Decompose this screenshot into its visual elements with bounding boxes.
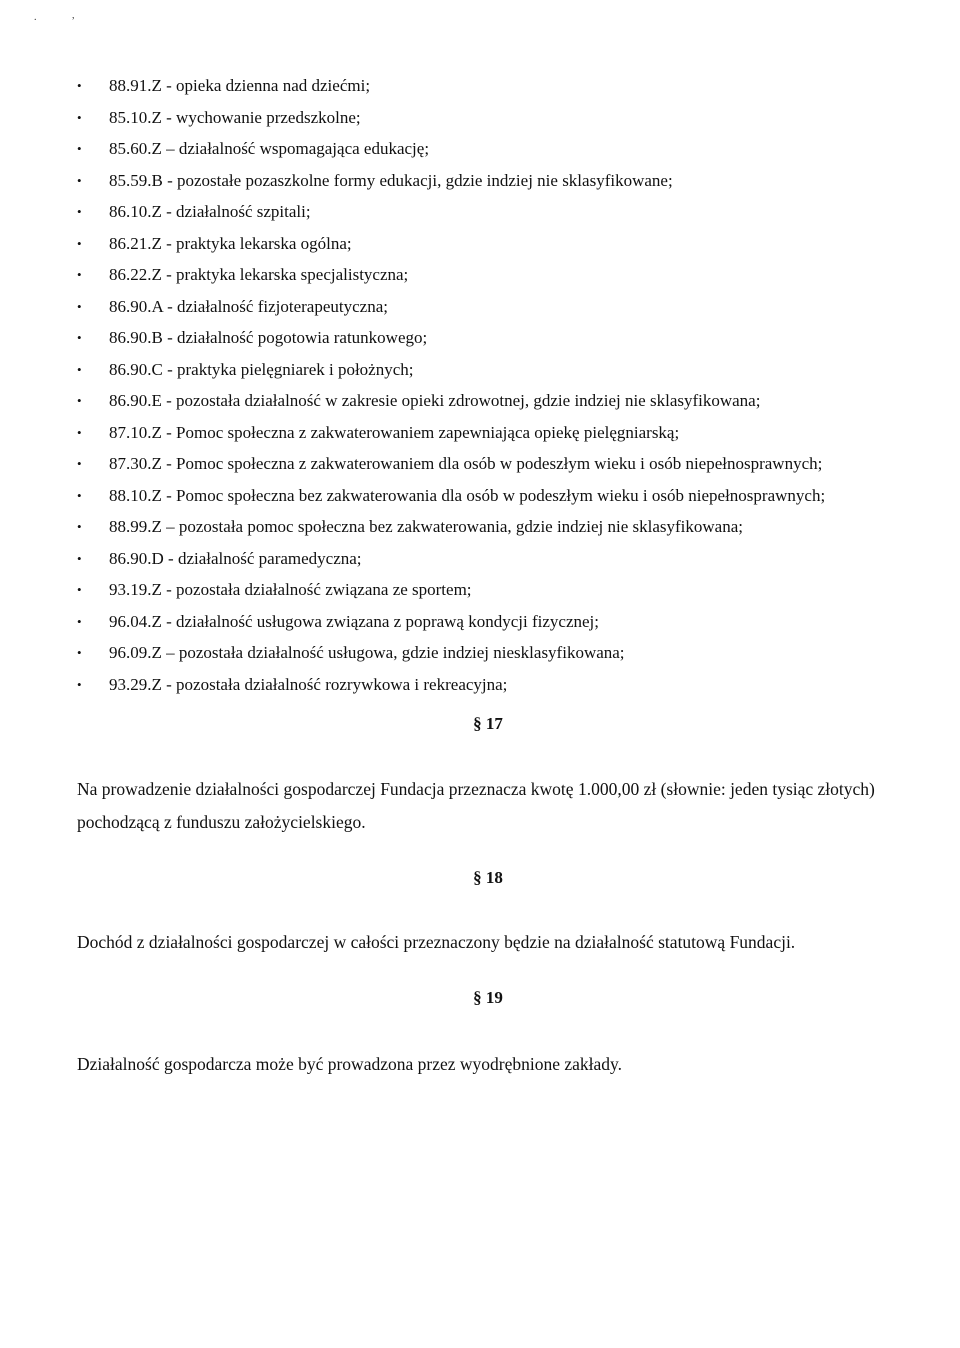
list-item-text: 86.90.E - pozostała działalność w zakresie opieki zdrowotnej, gdzie indziej nie sklasyfikowana; — [109, 391, 761, 410]
bullet: • — [77, 172, 82, 188]
bullet: • — [77, 424, 82, 440]
list-item — [0, 102, 960, 134]
bullet: • — [77, 456, 82, 471]
list-item-text: 88.99.Z – pozostała pomoc społeczna bez zakwaterowania, gdzie indziej nie sklasyfikowana; — [109, 517, 743, 536]
list-item-text: 85.10.Z - wychowanie przedszkolne; — [109, 107, 361, 127]
list-item-text: 86.90.D - działalność paramedyczna; — [109, 548, 362, 568]
list-item-text: 85.60.Z – działalność wspomagająca edukację; — [109, 139, 430, 158]
section-18-heading: § 18 — [473, 868, 503, 887]
list-item — [0, 543, 960, 575]
list-item-text: 93.19.Z - pozostała działalność związana ze sportem; — [109, 580, 472, 599]
list-item — [0, 448, 960, 480]
section-18-paragraph: Dochód z działalności gospodarczej w całości przeznaczony będzie na działalność statutową Fundacji. — [77, 932, 796, 952]
list-item — [0, 637, 960, 669]
bullet: • — [77, 361, 82, 377]
scan-mark: . — [34, 12, 37, 23]
bullet: • — [77, 109, 82, 125]
list-item-text: 88.10.Z - Pomoc społeczna bez zakwaterowania dla osób w podeszłym wieku i osób niepełnosprawnych; — [109, 485, 826, 505]
bullet: • — [77, 676, 82, 692]
list-item-text: 86.90.C - praktyka pielęgniarek i położnych; — [109, 359, 414, 379]
section-19-paragraph: Działalność gospodarcza może być prowadzona przez wyodrębnione zakłady. — [77, 1054, 623, 1074]
bullet: • — [77, 78, 82, 93]
bullet: • — [77, 550, 82, 566]
list-item — [0, 259, 960, 291]
list-item-text: 86.90.A - działalność fizjoterapeutyczna; — [109, 296, 388, 316]
list-item-text: 86.90.B - działalność pogotowia ratunkowego; — [109, 328, 428, 347]
list-item — [0, 574, 960, 606]
section-19-heading: § 19 — [473, 988, 503, 1007]
list-item-text: 96.04.Z - działalność usługowa związana z poprawą kondycji fizycznej; — [109, 611, 599, 631]
section-17-heading: § 17 — [473, 714, 503, 733]
bullet: • — [77, 141, 82, 156]
list-item — [0, 133, 960, 165]
list-item — [0, 669, 960, 701]
list-item-text: 87.10.Z - Pomoc społeczna z zakwaterowaniem zapewniająca opiekę pielęgniarską; — [109, 422, 680, 442]
pkd-activity-list — [0, 70, 960, 700]
list-item — [0, 480, 960, 512]
bullet: • — [77, 487, 82, 503]
bullet: • — [77, 613, 82, 629]
list-item — [0, 606, 960, 638]
list-item — [0, 228, 960, 260]
list-item-text: 93.29.Z - pozostała działalność rozrywkowa i rekreacyjna; — [109, 674, 508, 694]
bullet: • — [77, 330, 82, 345]
list-item — [0, 354, 960, 386]
bullet: • — [77, 519, 82, 534]
list-item — [0, 385, 960, 417]
list-item — [0, 511, 960, 543]
list-item — [0, 291, 960, 323]
list-item — [0, 165, 960, 197]
section-17-paragraph: Na prowadzenie działalności gospodarczej Fundacja przeznacza kwotę 1.000,00 zł (słownie: jeden tysiąc złotych) pochodzącą z funduszu założycielskiego. — [77, 779, 875, 832]
bullet: • — [77, 235, 82, 251]
list-item — [0, 70, 960, 102]
bullet: • — [77, 267, 82, 282]
list-item-text: 86.10.Z - działalność szpitali; — [109, 202, 311, 221]
list-item — [0, 322, 960, 354]
list-item-text: 86.22.Z - praktyka lekarska specjalistyczna; — [109, 265, 409, 284]
bullet: • — [77, 582, 82, 597]
list-item-text: 88.91.Z - opieka dzienna nad dziećmi; — [109, 76, 371, 95]
bullet: • — [77, 298, 82, 314]
list-item — [0, 417, 960, 449]
list-item — [0, 196, 960, 228]
list-item-text: 85.59.B - pozostałe pozaszkolne formy edukacji, gdzie indziej nie sklasyfikowane; — [109, 170, 673, 190]
list-item-text: 87.30.Z - Pomoc społeczna z zakwaterowaniem dla osób w podeszłym wieku i osób niepełnosprawnych; — [109, 454, 823, 473]
bullet: • — [77, 393, 82, 408]
scan-mark: , — [72, 10, 75, 21]
list-item-text: 96.09.Z – pozostała działalność usługowa, gdzie indziej niesklasyfikowana; — [109, 643, 625, 662]
bullet: • — [77, 645, 82, 660]
list-item-text: 86.21.Z - praktyka lekarska ogólna; — [109, 233, 352, 253]
bullet: • — [77, 204, 82, 219]
